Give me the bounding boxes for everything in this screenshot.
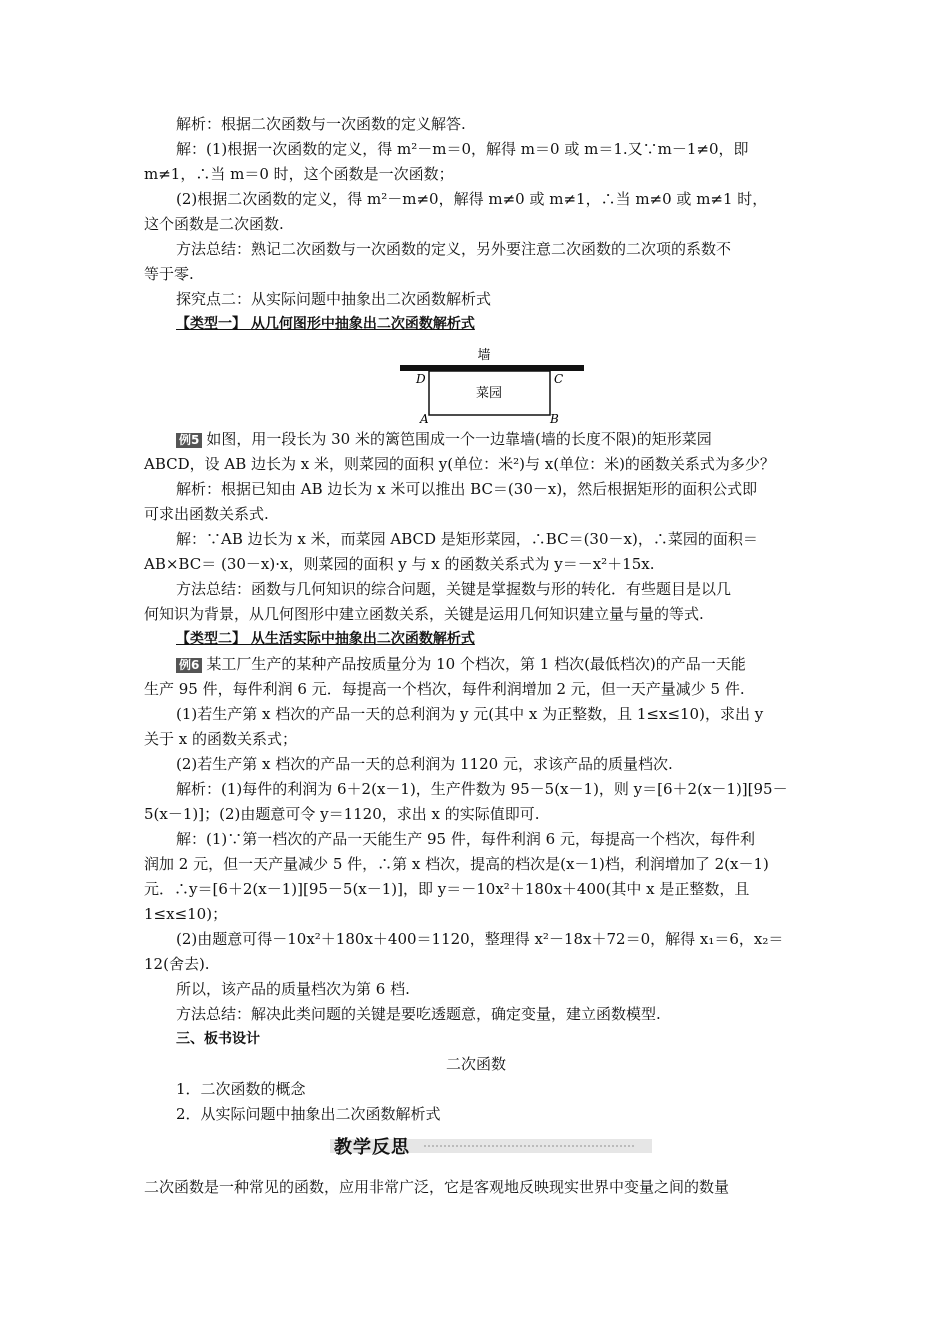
label-c: C [554, 372, 564, 386]
example6-badge: 例6 [176, 658, 202, 673]
analysis-line: 解析：(1)每件的利润为 6＋2(x－1)，生产件数为 95－5(x－1)，则 y＝[6＋2(x－1)][95－ [176, 780, 788, 798]
method-summary: 方法总结：熟记二次函数与一次函数的定义，另外要注意二次函数的二次项的系数不 [176, 240, 732, 258]
solution-line: 这个函数是二次函数. [144, 215, 284, 233]
analysis-line: 解析：根据已知由 AB 边长为 x 米可以推出 BC＝(30－x)，然后根据矩形的面积公式即 [176, 480, 758, 498]
solution-line: 解：∵AB 边长为 x 米，而菜园 ABCD 是矩形菜园，∴BC＝(30－x)，∴菜园的面积＝ [176, 530, 758, 548]
section3-heading: 三、板书设计 [176, 1031, 260, 1047]
solution-line: 元．∴y＝[6＋2(x－1)][95－5(x－1)]，即 y＝－10x²＋180x＋400(其中 x 是正整数，且 [144, 880, 750, 898]
solution-line: 润加 2 元，但一天产量减少 5 件，∴第 x 档次，提高的档次是(x－1)档，利润增加了 2(x－1) [144, 855, 769, 873]
solution-line: 解：(1)∵第一档次的产品一天能生产 95 件，每件利润 6 元，每提高一个档次，每件利 [176, 830, 755, 848]
analysis-line: 5(x－1)]；(2)由题意可令 y＝1120，求出 x 的实际值即可. [144, 805, 540, 823]
solution-line: (2)根据二次函数的定义，得 m²－m≠0，解得 m≠0 或 m≠1，∴当 m≠0 或 m≠1 时， [176, 190, 768, 208]
board-title: 二次函数 [445, 1055, 506, 1073]
solution-line: 12(舍去). [144, 955, 210, 973]
analysis-line: 解析：根据二次函数与一次函数的定义解答. [176, 115, 466, 133]
solution-line: 所以，该产品的质量档次为第 6 档. [176, 980, 410, 998]
analysis-line: 可求出函数关系式. [144, 505, 269, 523]
example5-badge: 例5 [176, 433, 202, 448]
example6-line: 生产 95 件，每件利润 6 元．每提高一个档次，每件利润增加 2 元，但一天产量减少 5 件. [144, 680, 745, 698]
label-d: D [416, 372, 426, 386]
wall-label: 墙 [477, 348, 491, 363]
solution-line: (2)由题意可得－10x²＋180x＋400＝1120，整理得 x²－18x＋72＝0，解得 x₁＝6，x₂＝ [176, 930, 784, 948]
teaching-reflection-banner [144, 1133, 808, 1159]
method-summary: 等于零. [144, 265, 194, 283]
banner-dots [424, 1145, 634, 1147]
method-summary: 何知识为背景，从几何图形中建立函数关系，关键是运用几何知识建立量与量的等式. [144, 605, 704, 623]
solution-line: m≠1，∴当 m＝0 时，这个函数是一次函数； [144, 165, 454, 183]
type1-heading: 【类型一】 从几何图形中抽象出二次函数解析式 [176, 316, 475, 332]
question-line: (2)若生产第 x 档次的产品一天的总利润为 1120 元，求该产品的质量档次. [176, 755, 673, 773]
question-line: 关于 x 的函数关系式； [144, 730, 297, 748]
method-summary: 方法总结：函数与几何知识的综合问题，关键是掌握数与形的转化．有些题目是以几 [176, 580, 732, 598]
example6-line: 例6 某工厂生产的某种产品按质量分为 10 个档次，第 1 档次(最低档次)的产品一天能 [144, 652, 808, 677]
label-a: A [420, 412, 429, 423]
solution-line: AB×BC＝ (30－x)·x，则菜园的面积 y 与 x 的函数关系式为 y＝－x²＋15x. [144, 555, 655, 573]
section-heading: 探究点二：从实际问题中抽象出二次函数解析式 [176, 290, 492, 308]
garden-diagram [144, 345, 808, 423]
garden-label: 菜园 [475, 386, 503, 401]
label-b: B [550, 412, 559, 423]
board-item: 2．从实际问题中抽象出二次函数解析式 [176, 1105, 441, 1123]
solution-line: 1≤x≤10)； [144, 905, 228, 923]
banner-label: 教学反思 [334, 1137, 410, 1158]
method-summary: 方法总结：解决此类问题的关键是要吃透题意，确定变量，建立函数模型. [176, 1005, 661, 1023]
garden-figure [144, 345, 808, 423]
question-line: (1)若生产第 x 档次的产品一天的总利润为 y 元(其中 x 为正整数，且 1≤x≤10)，求出 y [176, 705, 764, 723]
type2-heading: 【类型二】 从生活实际中抽象出二次函数解析式 [176, 631, 475, 647]
example5-line: 例5 如图，用一段长为 30 米的篱笆围成一个一边靠墙(墙的长度不限)的矩形菜园 [144, 427, 808, 452]
document-page [144, 112, 808, 1200]
solution-line: 解：(1)根据一次函数的定义，得 m²－m＝0，解得 m＝0 或 m＝1.又∵m－1≠0，即 [176, 140, 749, 158]
reflection-text: 二次函数是一种常见的函数，应用非常广泛，它是客观地反映现实世界中变量之间的数量 [144, 1178, 730, 1196]
wall-bar [400, 365, 584, 371]
board-item: 1．二次函数的概念 [176, 1080, 306, 1098]
example5-line: ABCD，设 AB 边长为 x 米，则菜园的面积 y(单位：米²)与 x(单位：米)的函数关系式为多少？ [144, 455, 775, 473]
